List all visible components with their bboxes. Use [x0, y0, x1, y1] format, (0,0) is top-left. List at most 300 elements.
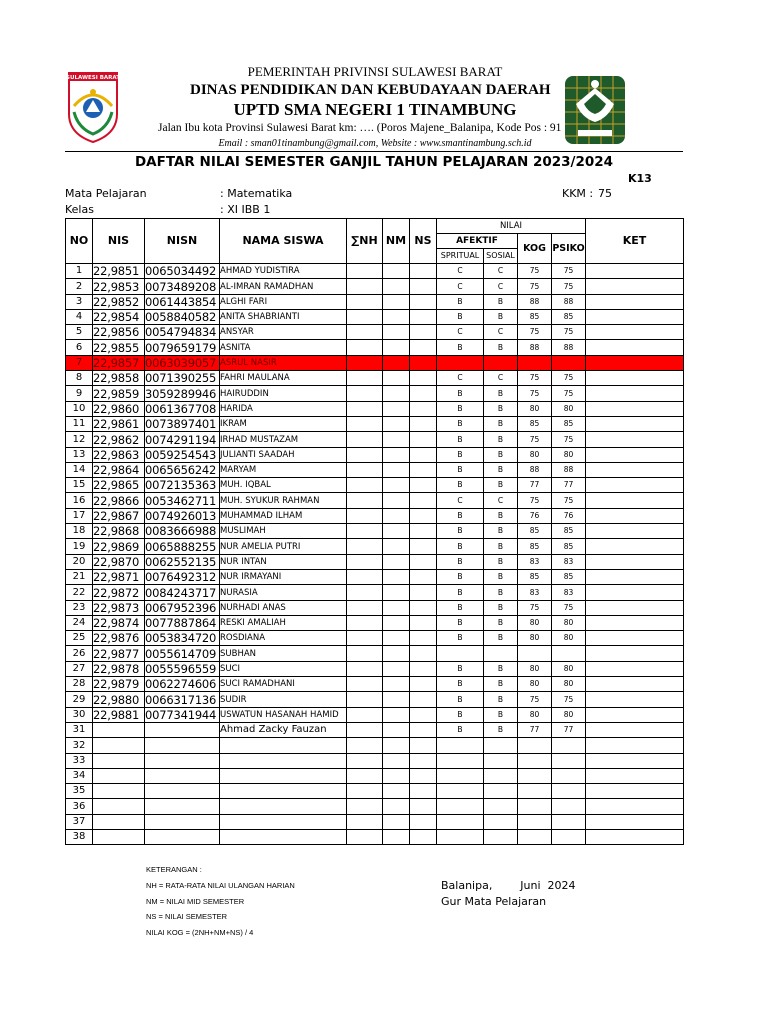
kog-cell: 83 [518, 554, 552, 569]
sosial-cell: B [484, 294, 518, 309]
kog-cell: 85 [518, 539, 552, 554]
psiko-cell: 75 [552, 325, 586, 340]
table-row [66, 355, 684, 370]
nis-cell [93, 753, 145, 768]
sum-nh-cell [347, 569, 383, 584]
sosial-cell: B [484, 615, 518, 630]
ket-cell [586, 432, 684, 447]
sosial-cell: B [484, 508, 518, 523]
ket-cell [586, 279, 684, 294]
student-name-cell [220, 768, 347, 783]
nisn-cell: 0058840582 [145, 309, 220, 324]
nm-cell [383, 340, 410, 355]
note-kog: NILAI KOG = (2NH+NM+NS) / 4 [146, 928, 254, 937]
kog-cell: 75 [518, 432, 552, 447]
note-nm: NM = NILAI MID SEMESTER [146, 897, 245, 906]
table-row [66, 416, 684, 431]
spiritual-cell: B [437, 631, 484, 646]
nm-cell [383, 677, 410, 692]
student-name-cell: NURASIA [220, 585, 347, 600]
sosial-cell: B [484, 600, 518, 615]
psiko-cell [552, 799, 586, 814]
spiritual-cell: C [437, 325, 484, 340]
sum-nh-cell [347, 799, 383, 814]
nm-cell [383, 401, 410, 416]
student-name-cell: AL-IMRAN RAMADHAN [220, 279, 347, 294]
kog-cell [518, 753, 552, 768]
row-number: 35 [66, 784, 93, 799]
nisn-cell [145, 738, 220, 753]
nisn-cell: 0059254543 [145, 447, 220, 462]
header-sosial: SOSIAL [484, 249, 518, 264]
row-number: 19 [66, 539, 93, 554]
sum-nh-cell [347, 829, 383, 844]
kog-cell: 88 [518, 294, 552, 309]
row-number: 27 [66, 661, 93, 676]
nis-cell [93, 738, 145, 753]
psiko-cell: 75 [552, 432, 586, 447]
nis-cell: 22,9855 [93, 340, 145, 355]
ket-cell [586, 646, 684, 661]
psiko-cell [552, 738, 586, 753]
kog-cell: 77 [518, 478, 552, 493]
kkm-label: KKM : [562, 187, 594, 200]
nm-cell [383, 799, 410, 814]
ns-cell [410, 524, 437, 539]
sosial-cell [484, 355, 518, 370]
ket-cell [586, 661, 684, 676]
nisn-cell: 0067952396 [145, 600, 220, 615]
nisn-cell: 0084243717 [145, 585, 220, 600]
table-row [66, 309, 684, 324]
header-name: NAMA SISWA [220, 219, 347, 264]
sosial-cell: B [484, 692, 518, 707]
psiko-cell: 75 [552, 371, 586, 386]
kog-cell: 85 [518, 569, 552, 584]
table-row [66, 554, 684, 569]
spiritual-cell [437, 799, 484, 814]
sosial-cell: C [484, 371, 518, 386]
ns-cell [410, 692, 437, 707]
student-name-cell: ALGHI FARI [220, 294, 347, 309]
ket-cell [586, 784, 684, 799]
ns-cell [410, 508, 437, 523]
ket-cell [586, 829, 684, 844]
row-number: 25 [66, 631, 93, 646]
nis-cell: 22,9859 [93, 386, 145, 401]
sum-nh-cell [347, 814, 383, 829]
psiko-cell [552, 768, 586, 783]
row-number: 12 [66, 432, 93, 447]
nm-cell [383, 294, 410, 309]
nis-cell: 22,9880 [93, 692, 145, 707]
kog-cell [518, 355, 552, 370]
table-row [66, 631, 684, 646]
kog-cell: 80 [518, 661, 552, 676]
nm-cell [383, 829, 410, 844]
student-name-cell: SUCI [220, 661, 347, 676]
psiko-cell: 75 [552, 493, 586, 508]
kog-cell: 80 [518, 677, 552, 692]
table-row [66, 569, 684, 584]
kog-cell [518, 768, 552, 783]
class-value: : XI IBB 1 [220, 203, 271, 216]
table-row [66, 646, 684, 661]
nm-cell [383, 493, 410, 508]
nis-cell: 22,9852 [93, 294, 145, 309]
ket-cell [586, 462, 684, 477]
sum-nh-cell [347, 508, 383, 523]
sosial-cell: B [484, 554, 518, 569]
left-logo-banner-text: SULAWESI BARAT [66, 75, 120, 81]
kog-cell [518, 738, 552, 753]
psiko-cell: 88 [552, 340, 586, 355]
nis-cell: 22,9851 [93, 264, 145, 279]
student-name-cell [220, 814, 347, 829]
kog-cell: 88 [518, 340, 552, 355]
ket-cell [586, 692, 684, 707]
student-name-cell: MARYAM [220, 462, 347, 477]
spiritual-cell: B [437, 722, 484, 737]
kog-cell: 76 [518, 508, 552, 523]
spiritual-cell [437, 738, 484, 753]
table-row [66, 677, 684, 692]
spiritual-cell [437, 768, 484, 783]
ns-cell [410, 753, 437, 768]
row-number: 36 [66, 799, 93, 814]
student-name-cell: USWATUN HASANAH HAMID [220, 707, 347, 722]
sum-nh-cell [347, 401, 383, 416]
table-row [66, 615, 684, 630]
ket-cell [586, 569, 684, 584]
nis-cell: 22,9872 [93, 585, 145, 600]
nisn-cell [145, 753, 220, 768]
table-row [66, 814, 684, 829]
grades-table [65, 218, 684, 845]
ns-cell [410, 677, 437, 692]
nisn-cell: 0062274606 [145, 677, 220, 692]
sum-nh-cell [347, 478, 383, 493]
row-number: 18 [66, 524, 93, 539]
sum-nh-cell [347, 386, 383, 401]
psiko-cell [552, 646, 586, 661]
nm-cell [383, 416, 410, 431]
spiritual-cell [437, 753, 484, 768]
psiko-cell [552, 753, 586, 768]
nisn-cell: 0054794834 [145, 325, 220, 340]
ns-cell [410, 432, 437, 447]
row-number: 38 [66, 829, 93, 844]
note-ns: NS = NILAI SEMESTER [146, 912, 228, 921]
table-row [66, 707, 684, 722]
ket-cell [586, 340, 684, 355]
nisn-cell: 0066317136 [145, 692, 220, 707]
row-number: 13 [66, 447, 93, 462]
ket-cell [586, 677, 684, 692]
sum-nh-cell [347, 325, 383, 340]
letterhead-school-name: UPTD SMA NEGERI 1 TINAMBUNG [233, 100, 517, 119]
nisn-cell: 0076492312 [145, 569, 220, 584]
table-row [66, 462, 684, 477]
sum-nh-cell [347, 355, 383, 370]
nisn-cell [145, 768, 220, 783]
spiritual-cell: B [437, 462, 484, 477]
nis-cell: 22,9861 [93, 416, 145, 431]
signature-place-date: Balanipa, Juni 2024 [441, 879, 576, 892]
spiritual-cell [437, 646, 484, 661]
nisn-cell: 0053462711 [145, 493, 220, 508]
nis-cell: 22,9864 [93, 462, 145, 477]
header-no: NO [66, 219, 93, 264]
sosial-cell: B [484, 309, 518, 324]
sum-nh-cell [347, 631, 383, 646]
nisn-cell: 0072135363 [145, 478, 220, 493]
ket-cell [586, 707, 684, 722]
ns-cell [410, 493, 437, 508]
spiritual-cell: B [437, 569, 484, 584]
kog-cell: 80 [518, 401, 552, 416]
spiritual-cell: B [437, 508, 484, 523]
nm-cell [383, 462, 410, 477]
row-number: 24 [66, 615, 93, 630]
row-number: 30 [66, 707, 93, 722]
sosial-cell: B [484, 569, 518, 584]
sum-nh-cell [347, 738, 383, 753]
sosial-cell [484, 646, 518, 661]
sosial-cell: B [484, 447, 518, 462]
nm-cell [383, 325, 410, 340]
row-number: 11 [66, 416, 93, 431]
psiko-cell: 80 [552, 661, 586, 676]
notes-title: KETERANGAN : [146, 865, 202, 874]
header-nis: NIS [93, 219, 145, 264]
ket-cell [586, 768, 684, 783]
spiritual-cell: B [437, 615, 484, 630]
nisn-cell: 0071390255 [145, 371, 220, 386]
psiko-cell: 80 [552, 401, 586, 416]
header-nisn: NISN [145, 219, 220, 264]
table-row [66, 585, 684, 600]
row-number: 31 [66, 722, 93, 737]
sosial-cell [484, 784, 518, 799]
spiritual-cell: B [437, 600, 484, 615]
ket-cell [586, 508, 684, 523]
psiko-cell [552, 355, 586, 370]
kog-cell: 80 [518, 615, 552, 630]
nisn-cell: 3059289946 [145, 386, 220, 401]
row-number: 22 [66, 585, 93, 600]
row-number: 17 [66, 508, 93, 523]
student-name-cell: MUH. IQBAL [220, 478, 347, 493]
nis-cell [93, 722, 145, 737]
table-row [66, 799, 684, 814]
student-name-cell: ANSYAR [220, 325, 347, 340]
psiko-cell: 85 [552, 309, 586, 324]
sum-nh-cell [347, 309, 383, 324]
sum-nh-cell [347, 524, 383, 539]
sum-nh-cell [347, 692, 383, 707]
sosial-cell: C [484, 279, 518, 294]
nm-cell [383, 615, 410, 630]
sum-nh-cell [347, 600, 383, 615]
ns-cell [410, 294, 437, 309]
spiritual-cell: C [437, 371, 484, 386]
sosial-cell: C [484, 493, 518, 508]
subject-label: Mata Pelajaran [65, 187, 147, 200]
nis-cell [93, 784, 145, 799]
ket-cell [586, 478, 684, 493]
header-nilai: NILAI [437, 219, 586, 234]
letterhead-address: Jalan Ibu kota Provinsi Sulawesi Barat km: …. (Poros Majene_Balanipa, Kode Pos : 91 [158, 122, 562, 134]
nisn-cell: 0063039057 [145, 355, 220, 370]
nis-cell: 22,9867 [93, 508, 145, 523]
student-name-cell [220, 799, 347, 814]
ket-cell [586, 524, 684, 539]
table-row [66, 447, 684, 462]
nisn-cell: 0061367708 [145, 401, 220, 416]
ket-cell [586, 294, 684, 309]
ket-cell [586, 447, 684, 462]
header-sum-nh: ∑NH [347, 219, 383, 264]
row-number: 5 [66, 325, 93, 340]
nis-cell [93, 814, 145, 829]
nm-cell [383, 692, 410, 707]
document-title: DAFTAR NILAI SEMESTER GANJIL TAHUN PELAJARAN 2023/2024 [134, 154, 614, 170]
spiritual-cell: B [437, 386, 484, 401]
ns-cell [410, 401, 437, 416]
psiko-cell: 75 [552, 264, 586, 279]
kog-cell: 80 [518, 447, 552, 462]
nis-cell: 22,9876 [93, 631, 145, 646]
ket-cell [586, 416, 684, 431]
student-name-cell: MUSLIMAH [220, 524, 347, 539]
table-row [66, 294, 684, 309]
nisn-cell: 0065888255 [145, 539, 220, 554]
curriculum-label: K13 [628, 172, 652, 185]
nm-cell [383, 447, 410, 462]
row-number: 10 [66, 401, 93, 416]
spiritual-cell: B [437, 539, 484, 554]
nisn-cell [145, 784, 220, 799]
nm-cell [383, 279, 410, 294]
kog-cell [518, 829, 552, 844]
ns-cell [410, 615, 437, 630]
psiko-cell: 83 [552, 585, 586, 600]
table-row [66, 264, 684, 279]
psiko-cell: 75 [552, 692, 586, 707]
nis-cell: 22,9853 [93, 279, 145, 294]
nm-cell [383, 722, 410, 737]
student-name-cell: NUR IRMAYANI [220, 569, 347, 584]
psiko-cell: 80 [552, 447, 586, 462]
spiritual-cell: B [437, 524, 484, 539]
student-name-cell: IRHAD MUSTAZAM [220, 432, 347, 447]
nisn-cell: 0083666988 [145, 524, 220, 539]
row-number: 32 [66, 738, 93, 753]
row-number: 33 [66, 753, 93, 768]
ns-cell [410, 416, 437, 431]
spiritual-cell: B [437, 677, 484, 692]
psiko-cell: 85 [552, 416, 586, 431]
row-number: 3 [66, 294, 93, 309]
ns-cell [410, 784, 437, 799]
nisn-cell [145, 722, 220, 737]
nis-cell: 22,9856 [93, 325, 145, 340]
student-name-cell: AHMAD YUDISTIRA [220, 264, 347, 279]
student-name-cell [220, 738, 347, 753]
student-name-cell: RESKI AMALIAH [220, 615, 347, 630]
spiritual-cell [437, 784, 484, 799]
table-row [66, 325, 684, 340]
sum-nh-cell [347, 294, 383, 309]
letterhead-divider [65, 151, 683, 152]
student-name-cell [220, 784, 347, 799]
nisn-cell: 0062552135 [145, 554, 220, 569]
row-number: 6 [66, 340, 93, 355]
ns-cell [410, 600, 437, 615]
table-row [66, 478, 684, 493]
student-name-cell: SUDIR [220, 692, 347, 707]
table-row [66, 524, 684, 539]
nis-cell [93, 829, 145, 844]
psiko-cell: 75 [552, 279, 586, 294]
nis-cell: 22,9858 [93, 371, 145, 386]
ns-cell [410, 340, 437, 355]
student-name-cell: NUR AMELIA PUTRI [220, 539, 347, 554]
spiritual-cell: B [437, 294, 484, 309]
nm-cell [383, 768, 410, 783]
ns-cell [410, 722, 437, 737]
sosial-cell: B [484, 631, 518, 646]
sum-nh-cell [347, 432, 383, 447]
row-number: 29 [66, 692, 93, 707]
nisn-cell: 0055596559 [145, 661, 220, 676]
header-spiritual: SPRITUAL [437, 249, 484, 264]
kog-cell: 85 [518, 309, 552, 324]
sum-nh-cell [347, 661, 383, 676]
row-number: 4 [66, 309, 93, 324]
grades-table-body [66, 264, 684, 845]
nisn-cell: 0065034492 [145, 264, 220, 279]
ns-cell [410, 768, 437, 783]
kog-cell: 88 [518, 462, 552, 477]
sosial-cell: B [484, 462, 518, 477]
kog-cell [518, 799, 552, 814]
kog-cell [518, 814, 552, 829]
spiritual-cell: B [437, 447, 484, 462]
nm-cell [383, 524, 410, 539]
table-row [66, 371, 684, 386]
sosial-cell: B [484, 585, 518, 600]
ket-cell [586, 401, 684, 416]
letterhead-department: DINAS PENDIDIKAN DAN KEBUDAYAAN DAERAH [190, 82, 551, 98]
student-name-cell: ASRUL NASIR [220, 355, 347, 370]
nisn-cell: 0077341944 [145, 707, 220, 722]
kog-cell: 80 [518, 631, 552, 646]
student-name-cell: ANITA SHABRIANTI [220, 309, 347, 324]
kog-cell [518, 646, 552, 661]
row-number: 28 [66, 677, 93, 692]
sosial-cell [484, 829, 518, 844]
ket-cell [586, 722, 684, 737]
nisn-cell: 0079659179 [145, 340, 220, 355]
table-row [66, 401, 684, 416]
spiritual-cell [437, 814, 484, 829]
psiko-cell: 80 [552, 677, 586, 692]
ns-cell [410, 738, 437, 753]
table-row [66, 768, 684, 783]
nisn-cell: 0077887864 [145, 615, 220, 630]
